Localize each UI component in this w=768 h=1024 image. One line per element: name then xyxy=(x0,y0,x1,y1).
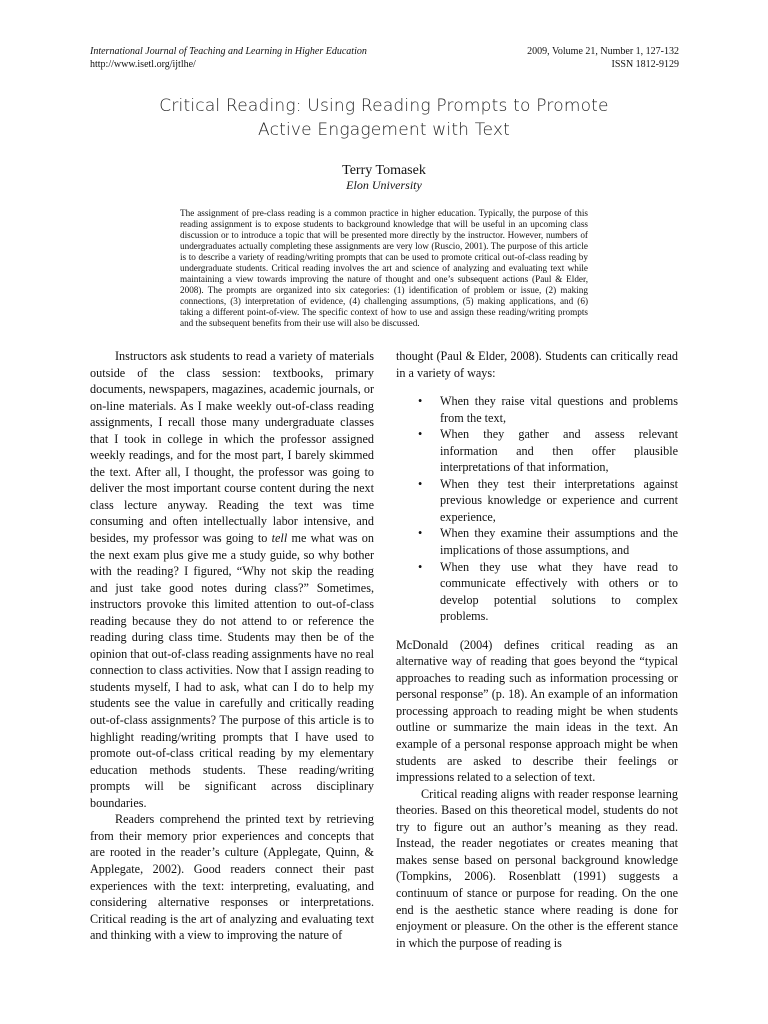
author-name: Terry Tomasek xyxy=(342,163,426,178)
right-paragraph-2: McDonald (2004) defines critical reading as an alternative way of reading that goes beyond the “typical approaches to reading such as information processing or personal response” (p. 18). An example of an information processing approach to reading might be when students outline or summarize the main ideas in the text. An example of a personal response approach might be when students are asked to describe their feelings or impressions related to a selection of text. xyxy=(396,637,678,785)
list-item xyxy=(396,525,678,558)
critical-reading-list xyxy=(396,393,678,625)
journal-name: International Journal of Teaching and Learning in Higher Education xyxy=(90,46,367,57)
bullet-icon: • xyxy=(418,427,423,442)
abstract: The assignment of pre-class reading is a common practice in higher education. Typically, the purpose of this reading assignment is to expose students to background knowledge that will be useful in an upcoming class discussion or to introduce a topic that will be presented more directly by the instructor. However, numbers of undergraduates actually completing these assignments are very low (Ruscio, 2001). The purpose of this article is to describe a variety of reading/writing prompts that can be used to promote critical out-of-class reading by undergraduate students. Critical reading involves the art and science of analyzing and evaluating text while maintaining a view towards improving the nature of thought and one’s subsequent actions (Paul & Elder, 2008). The prompts are organized into six categories: (1) identification of problem or issue, (2) making connections, (3) interpretation of evidence, (4) challenging assumptions, (5) making applications, and (6) taking a different point-of-view. The specific context of how to use and assign these reading/writing prompts and the subsequent benefits from their use will also be discussed. xyxy=(180,208,588,329)
title-line-1: Critical Reading: Using Reading Prompts to Promote xyxy=(159,96,609,116)
issn: ISSN 1812-9129 xyxy=(611,59,679,70)
right-column xyxy=(396,348,678,951)
list-item-text: When they use what they have read to communicate effectively with others or to develop potential solutions to complex problems. xyxy=(440,559,678,624)
list-item-text: When they test their interpretations against previous knowledge or experience and current experience, xyxy=(440,476,678,524)
left-p1-after: me what was on the next exam plus give me a study guide, so why bother with the reading? I figured, “Why not skip the reading and just take good notes during class?” Sometimes, instructors provoke this limited attention to out-of-class reading because they do not attend to or reference the reading during class time. Students may then be of the opinion that out-of-class reading assignments have no real connection to class activities. Now that I assign reading to students myself, I had to ask, what can I do to help my students see the value in carefully and critically reading out-of-class assignments? The purpose of this article is to highlight reading/writing prompts that I have used to promote out-of-class critical reading by my elementary education methods students. These reading/writing prompts will be significant across disciplinary boundaries. xyxy=(90,531,374,810)
left-paragraph-1 xyxy=(90,348,374,811)
bullet-icon: • xyxy=(418,476,423,491)
list-item xyxy=(396,559,678,625)
right-paragraph-1: thought (Paul & Elder, 2008). Students can critically read in a variety of ways: xyxy=(396,349,678,380)
title-line-2: Active Engagement with Text xyxy=(258,120,510,140)
article-title xyxy=(90,94,678,142)
list-item-text: When they gather and assess relevant information and then offer plausible interpretations of that information, xyxy=(440,427,678,475)
bullet-icon: • xyxy=(418,526,423,541)
running-header-right xyxy=(527,45,679,71)
right-paragraph-3: Critical reading aligns with reader response learning theories. Based on this theoretical model, students do not try to figure out an author’s meaning as they read. Instead, the reader negotiates or creates meaning that makes sense based on personal background knowledge (Tompkins, 2006). Rosenblatt (1991) suggests a continuum of stance or purpose for reading. On the one end is the aesthetic stance where reading is done for enjoyment or pleasure. On the other is the efferent stance in which the purpose of reading is xyxy=(396,786,678,950)
list-item xyxy=(396,426,678,476)
bullet-icon: • xyxy=(418,559,423,574)
volume-info: 2009, Volume 21, Number 1, 127-132 xyxy=(527,46,679,57)
list-item-text: When they examine their assumptions and the implications of those assumptions, and xyxy=(440,526,678,558)
list-item-text: When they raise vital questions and problems from the text, xyxy=(440,394,678,425)
running-header-left xyxy=(90,45,367,71)
left-p1-emphasis: tell xyxy=(271,531,288,546)
author-affiliation: Elon University xyxy=(346,178,422,192)
list-item xyxy=(396,476,678,526)
left-column xyxy=(90,348,374,944)
bullet-icon: • xyxy=(418,394,423,409)
left-paragraph-2: Readers comprehend the printed text by retrieving from their memory prior experiences and concepts that are rooted in the reader’s culture (Applegate, Quinn, & Applegate, 2002). Good readers connect their past experiences with the text: interpreting, evaluating, and considering alternative responses or interpretations. Critical reading is the art of analyzing and evaluating text and thinking with a view to improving the nature of xyxy=(90,812,374,943)
journal-url[interactable]: http://www.isetl.org/ijtlhe/ xyxy=(90,59,196,70)
list-item xyxy=(396,393,678,426)
left-p1-before: Instructors ask students to read a variety of materials outside of the class session: textbooks, primary documents, newspapers, magazines, academic journals, or on-line materials. As I make weekly out-of-class reading assignments, I recall those many undergraduate classes that I took in college in which the professor assigned weekly readings, and for the most part, I barely skimmed the text. After all, I thought, the professor was going to deliver the most important course content during the next class lecture anyway. Reading the text was time consuming and often intellectually labor intensive, and besides, my professor was going to xyxy=(90,349,374,546)
